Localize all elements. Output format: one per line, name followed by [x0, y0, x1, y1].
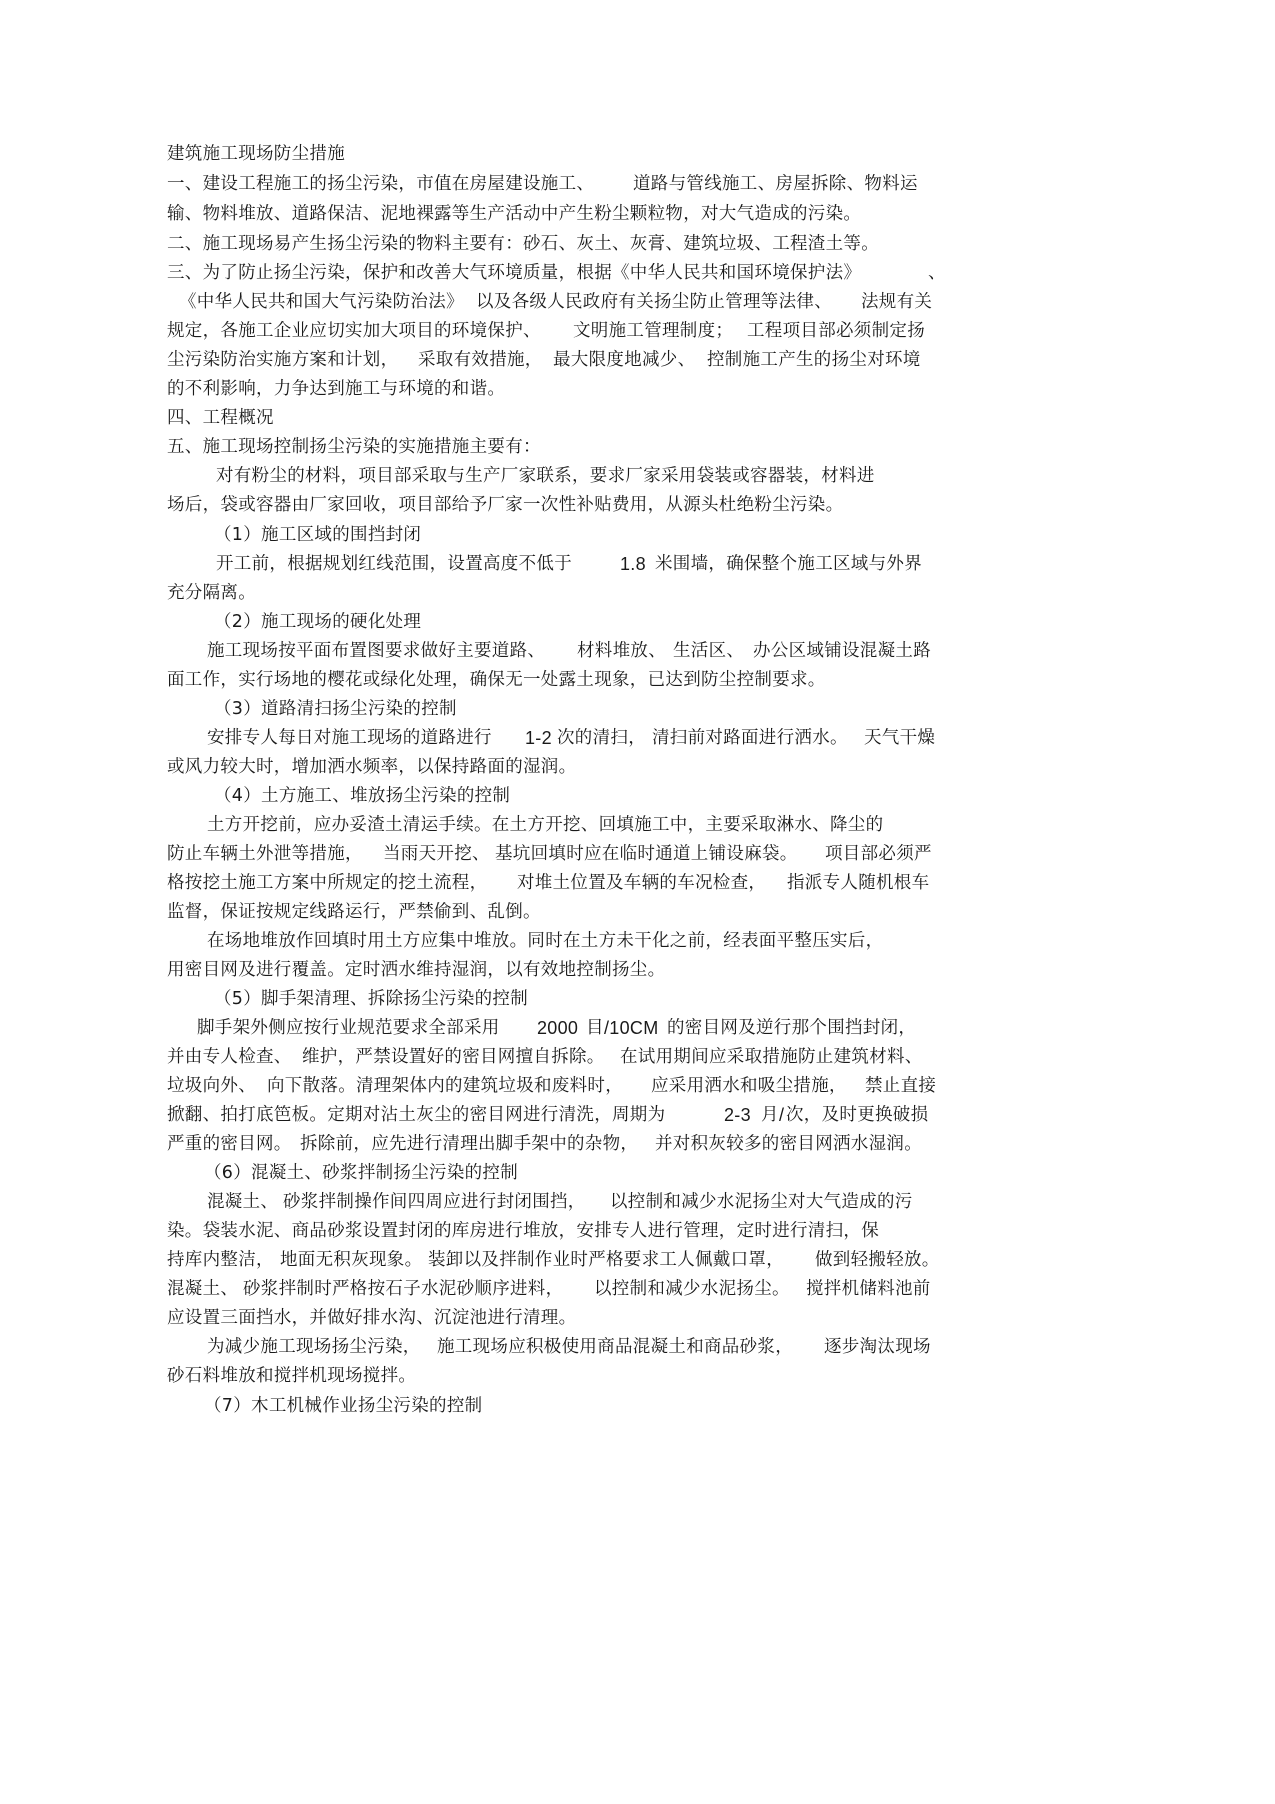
subsection-heading: （5）脚手架清理、拆除扬尘污染的控制 [214, 989, 529, 1009]
para-line: 逐步淘汰现场 [824, 1337, 931, 1357]
para-line: 用密目网及进行覆盖。定时洒水维持湿润，以有效地控制扬尘。 [167, 960, 666, 980]
document-title: 建筑施工现场防尘措施 [167, 144, 345, 164]
para-line: 掀翻、拍打底笆板。定期对沾土灰尘的密目网进行清洗，周期为 [167, 1105, 666, 1125]
para-line: 最大限度地减少、 [553, 350, 696, 370]
para-line: 监督，保证按规定线路运行，严禁偷到、乱倒。 [167, 902, 541, 922]
para-line: 砂浆拌制操作间四周应进行封闭围挡， [283, 1192, 586, 1212]
section-heading: 四、工程概况 [167, 408, 274, 428]
para-line: 开工前，根据规划红线范围，设置高度不低于 [216, 554, 572, 574]
para-line: 做到轻搬轻放。 [815, 1250, 940, 1270]
para-line: 充分隔离。 [167, 583, 256, 603]
para-line: 持库内整洁， [167, 1250, 274, 1270]
para-line: 脚手架外侧应按行业规范要求全部采用 [197, 1018, 500, 1038]
para-line: 砂石料堆放和搅拌机现场搅拌。 [167, 1366, 417, 1386]
number-value: 2000 [537, 1018, 579, 1038]
para-line: 、 [928, 263, 946, 283]
para-line: 三、为了防止扬尘污染，保护和改善大气环境质量，根据《中华人民共和国环境保护法》 [167, 263, 862, 283]
para-line: 采取有效措施， [418, 350, 543, 370]
para-line: 搅拌机储料池前 [806, 1279, 931, 1299]
para-line: 严重的密目网。 [167, 1134, 292, 1154]
subsection-heading: （7）木工机械作业扬尘污染的控制 [204, 1396, 483, 1416]
para-line: 地面无积灰现象。 [280, 1250, 423, 1270]
para-line: 染。袋装水泥、商品砂浆设置封闭的库房进行堆放，安排专人进行管理，定时进行清扫，保 [167, 1221, 879, 1241]
para-line: 格按挖土施工方案中所规定的挖土流程， [167, 873, 488, 893]
para-line: 《中华人民共和国大气污染防治法》 [179, 292, 464, 312]
para-line: 砂浆拌制时严格按石子水泥砂顺序进料， [243, 1279, 564, 1299]
para-line: 施工现场按平面布置图要求做好主要道路、 [207, 641, 546, 661]
para-line: 土方开挖前，应办妥渣土清运手续。在土方开挖、回填施工中，主要采取淋水、降尘的 [207, 815, 884, 835]
para-line: 以控制和减少水泥扬尘。 [594, 1279, 790, 1299]
para-line: 米围墙，确保整个施工区域与外界 [655, 554, 922, 574]
para-line: 对有粉尘的材料，项目部采取与生产厂家联系，要求厂家采用袋装或容器装，材料进 [216, 466, 875, 486]
para-line: 项目部必须严 [825, 844, 932, 864]
para-line: 在试用期间应采取措施防止建筑材料、 [620, 1047, 923, 1067]
para-line: 办公区域铺设混凝土路 [753, 641, 931, 661]
para-line: 次的清扫， [557, 728, 646, 748]
para-line: 或风力较大时，增加洒水频率，以保持路面的湿润。 [167, 757, 577, 777]
para-line: 防止车辆土外泄等措施， [167, 844, 363, 864]
para-line: 道路与管线施工、房屋拆除、物料运 [633, 174, 918, 194]
para-line: 次，及时更换破损 [786, 1105, 929, 1125]
para-line: 并由专人检查、 [167, 1047, 292, 1067]
para-line: 控制施工产生的扬尘对环境 [707, 350, 921, 370]
para-line: 二、施工现场易产生扬尘污染的物料主要有：砂石、灰土、灰膏、建筑垃圾、工程渣土等。 [167, 234, 879, 254]
para-line: 混凝土、 [207, 1192, 279, 1212]
para-line: 指派专人随机根车 [787, 873, 930, 893]
para-line: 清扫前对路面进行洒水。 [652, 728, 848, 748]
number-value: 1-2 [525, 728, 552, 748]
para-line: 当雨天开挖、 [383, 844, 490, 864]
number-value: 2-3 [724, 1105, 751, 1125]
number-value: /10CM [604, 1018, 659, 1038]
para-line: 工程项目部必须制定扬 [747, 321, 925, 341]
number-value: 1.8 [620, 554, 646, 574]
para-line: 基坑回填时应在临时通道上铺设麻袋。 [495, 844, 798, 864]
para-line: 目 [586, 1018, 604, 1038]
para-line: 维护，严禁设置好的密目网擅自拆除。 [302, 1047, 605, 1067]
para-line: 禁止直接 [865, 1076, 937, 1096]
subsection-heading: （4）土方施工、堆放扬尘污染的控制 [214, 786, 511, 806]
para-line: 法规有关 [861, 292, 933, 312]
para-line: 混凝土、 [167, 1279, 239, 1299]
para-line: 对堆土位置及车辆的车况检查， [517, 873, 767, 893]
para-line: 施工现场应积极使用商品混凝土和商品砂浆， [437, 1337, 793, 1357]
para-line: 垃圾向外、 [167, 1076, 256, 1096]
para-line: 为减少施工现场扬尘污染， [207, 1337, 421, 1357]
para-line: 的不利影响，力争达到施工与环境的和谐。 [167, 379, 506, 399]
subsection-heading: （6）混凝土、砂浆拌制扬尘污染的控制 [204, 1163, 519, 1183]
para-line: 生活区、 [673, 641, 745, 661]
para-line: 尘污染防治实施方案和计划， [167, 350, 399, 370]
subsection-heading: （1）施工区域的围挡封闭 [214, 525, 422, 545]
number-value: / [779, 1105, 785, 1125]
para-line: 应采用洒水和吸尘措施， [651, 1076, 847, 1096]
para-line: 在场地堆放作回填时用土方应集中堆放。同时在土方未干化之前，经表面平整压实后， [207, 931, 884, 951]
subsection-heading: （3）道路清扫扬尘污染的控制 [214, 699, 457, 719]
para-line: 安排专人每日对施工现场的道路进行 [207, 728, 492, 748]
para-line: 一、建设工程施工的扬尘污染，市值在房屋建设施工、 [167, 174, 595, 194]
para-line: 拆除前，应先进行清理出脚手架中的杂物， [300, 1134, 639, 1154]
para-line: 面工作，实行场地的樱花或绿化处理，确保无一处露土现象，已达到防尘控制要求。 [167, 670, 826, 690]
para-line: 规定，各施工企业应切实加大项目的环境保护、 [167, 321, 541, 341]
para-line: 输、物料堆放、道路保洁、泥地裸露等生产活动中产生粉尘颗粒物，对大气造成的污染。 [167, 204, 862, 224]
para-line: 以控制和减少水泥扬尘对大气造成的污 [610, 1192, 913, 1212]
para-line: 场后，袋或容器由厂家回收，项目部给予厂家一次性补贴费用，从源头杜绝粉尘污染。 [167, 495, 844, 515]
para-line: 材料堆放、 [577, 641, 666, 661]
subsection-heading: （2）施工现场的硬化处理 [214, 612, 422, 632]
para-line: 以及各级人民政府有关扬尘防止管理等法律、 [476, 292, 832, 312]
para-line: 天气干燥 [864, 728, 936, 748]
para-line: 向下散落。清理架体内的建筑垃圾和废料时， [267, 1076, 623, 1096]
para-line: 文明施工管理制度； [573, 321, 734, 341]
para-line: 装卸以及拌制作业时严格要求工人佩戴口罩， [428, 1250, 784, 1270]
para-line: 应设置三面挡水，并做好排水沟、沉淀池进行清理。 [167, 1308, 577, 1328]
section-heading: 五、施工现场控制扬尘污染的实施措施主要有： [167, 437, 541, 457]
para-line: 月 [761, 1105, 779, 1125]
para-line: 的密目网及逆行那个围挡封闭， [667, 1018, 917, 1038]
para-line: 并对积灰较多的密目网洒水湿润。 [655, 1134, 922, 1154]
